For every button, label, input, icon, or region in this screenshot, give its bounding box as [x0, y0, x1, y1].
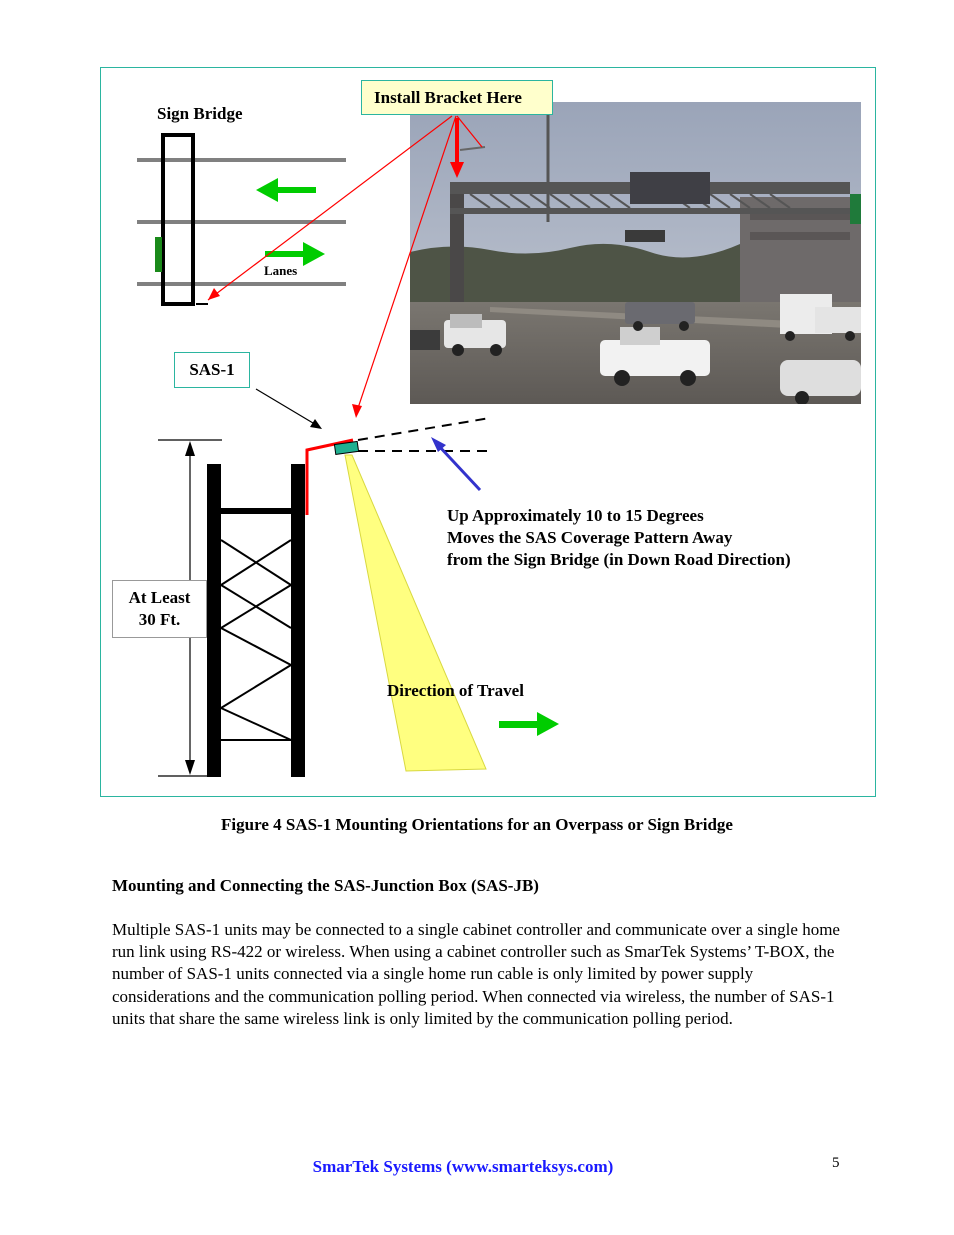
angle-pointer — [431, 437, 480, 490]
angle-note-line1: Up Approximately 10 to 15 Degrees — [447, 506, 704, 525]
sas-callout: SAS-1 — [174, 352, 250, 388]
footer-link[interactable]: SmarTek Systems (www.smarteksys.com) — [312, 1157, 614, 1176]
direction-arrow — [499, 712, 559, 736]
height-label-box — [112, 580, 207, 638]
tower-side-view — [207, 464, 305, 777]
pointer-head-bracket — [352, 404, 362, 418]
sas-pointer — [256, 389, 322, 429]
tilted-axis-line — [358, 418, 490, 440]
angle-note-line3: from the Sign Bridge (in Down Road Direction) — [447, 550, 791, 569]
dim-arrow-top — [185, 441, 195, 456]
direction-label: Direction of Travel — [387, 681, 524, 700]
angle-note-line2: Moves the SAS Coverage Pattern Away — [447, 528, 733, 547]
pointer-head-bridge — [208, 288, 220, 300]
page-number: 5 — [832, 1155, 840, 1171]
height-label-line2: 30 Ft. — [138, 610, 181, 629]
angle-note — [447, 505, 791, 571]
coverage-beam — [345, 455, 486, 771]
section-heading: Mounting and Connecting the SAS-Junction Box (SAS-JB) — [112, 876, 539, 895]
figure-caption: Figure 4 SAS-1 Mounting Orientations for an Overpass or Sign Bridge — [221, 815, 733, 834]
lanes-label: Lanes — [264, 263, 298, 278]
install-bracket-callout: Install Bracket Here — [361, 80, 553, 115]
sign-panel — [155, 237, 162, 272]
dim-arrow-bottom — [185, 760, 195, 775]
sign-bridge-label: Sign Bridge — [157, 104, 243, 123]
lane-lines — [137, 160, 346, 284]
body-paragraph: Multiple SAS-1 units may be connected to a single cabinet controller and communicate over a single home run link using RS-422 or wireless. When using a cabinet controller such as SmarTek Systems’ T-BOX, the number of SAS-1 units connected via a single home run cable is only limited by power supply considerations and the communication polling period. When connected via wireless, the number of SAS-1 units that share the same wireless link is only limited by the communication polling period. — [112, 920, 840, 1028]
height-label-line1: At Least — [128, 588, 191, 607]
lane-arrow-left — [256, 178, 316, 202]
